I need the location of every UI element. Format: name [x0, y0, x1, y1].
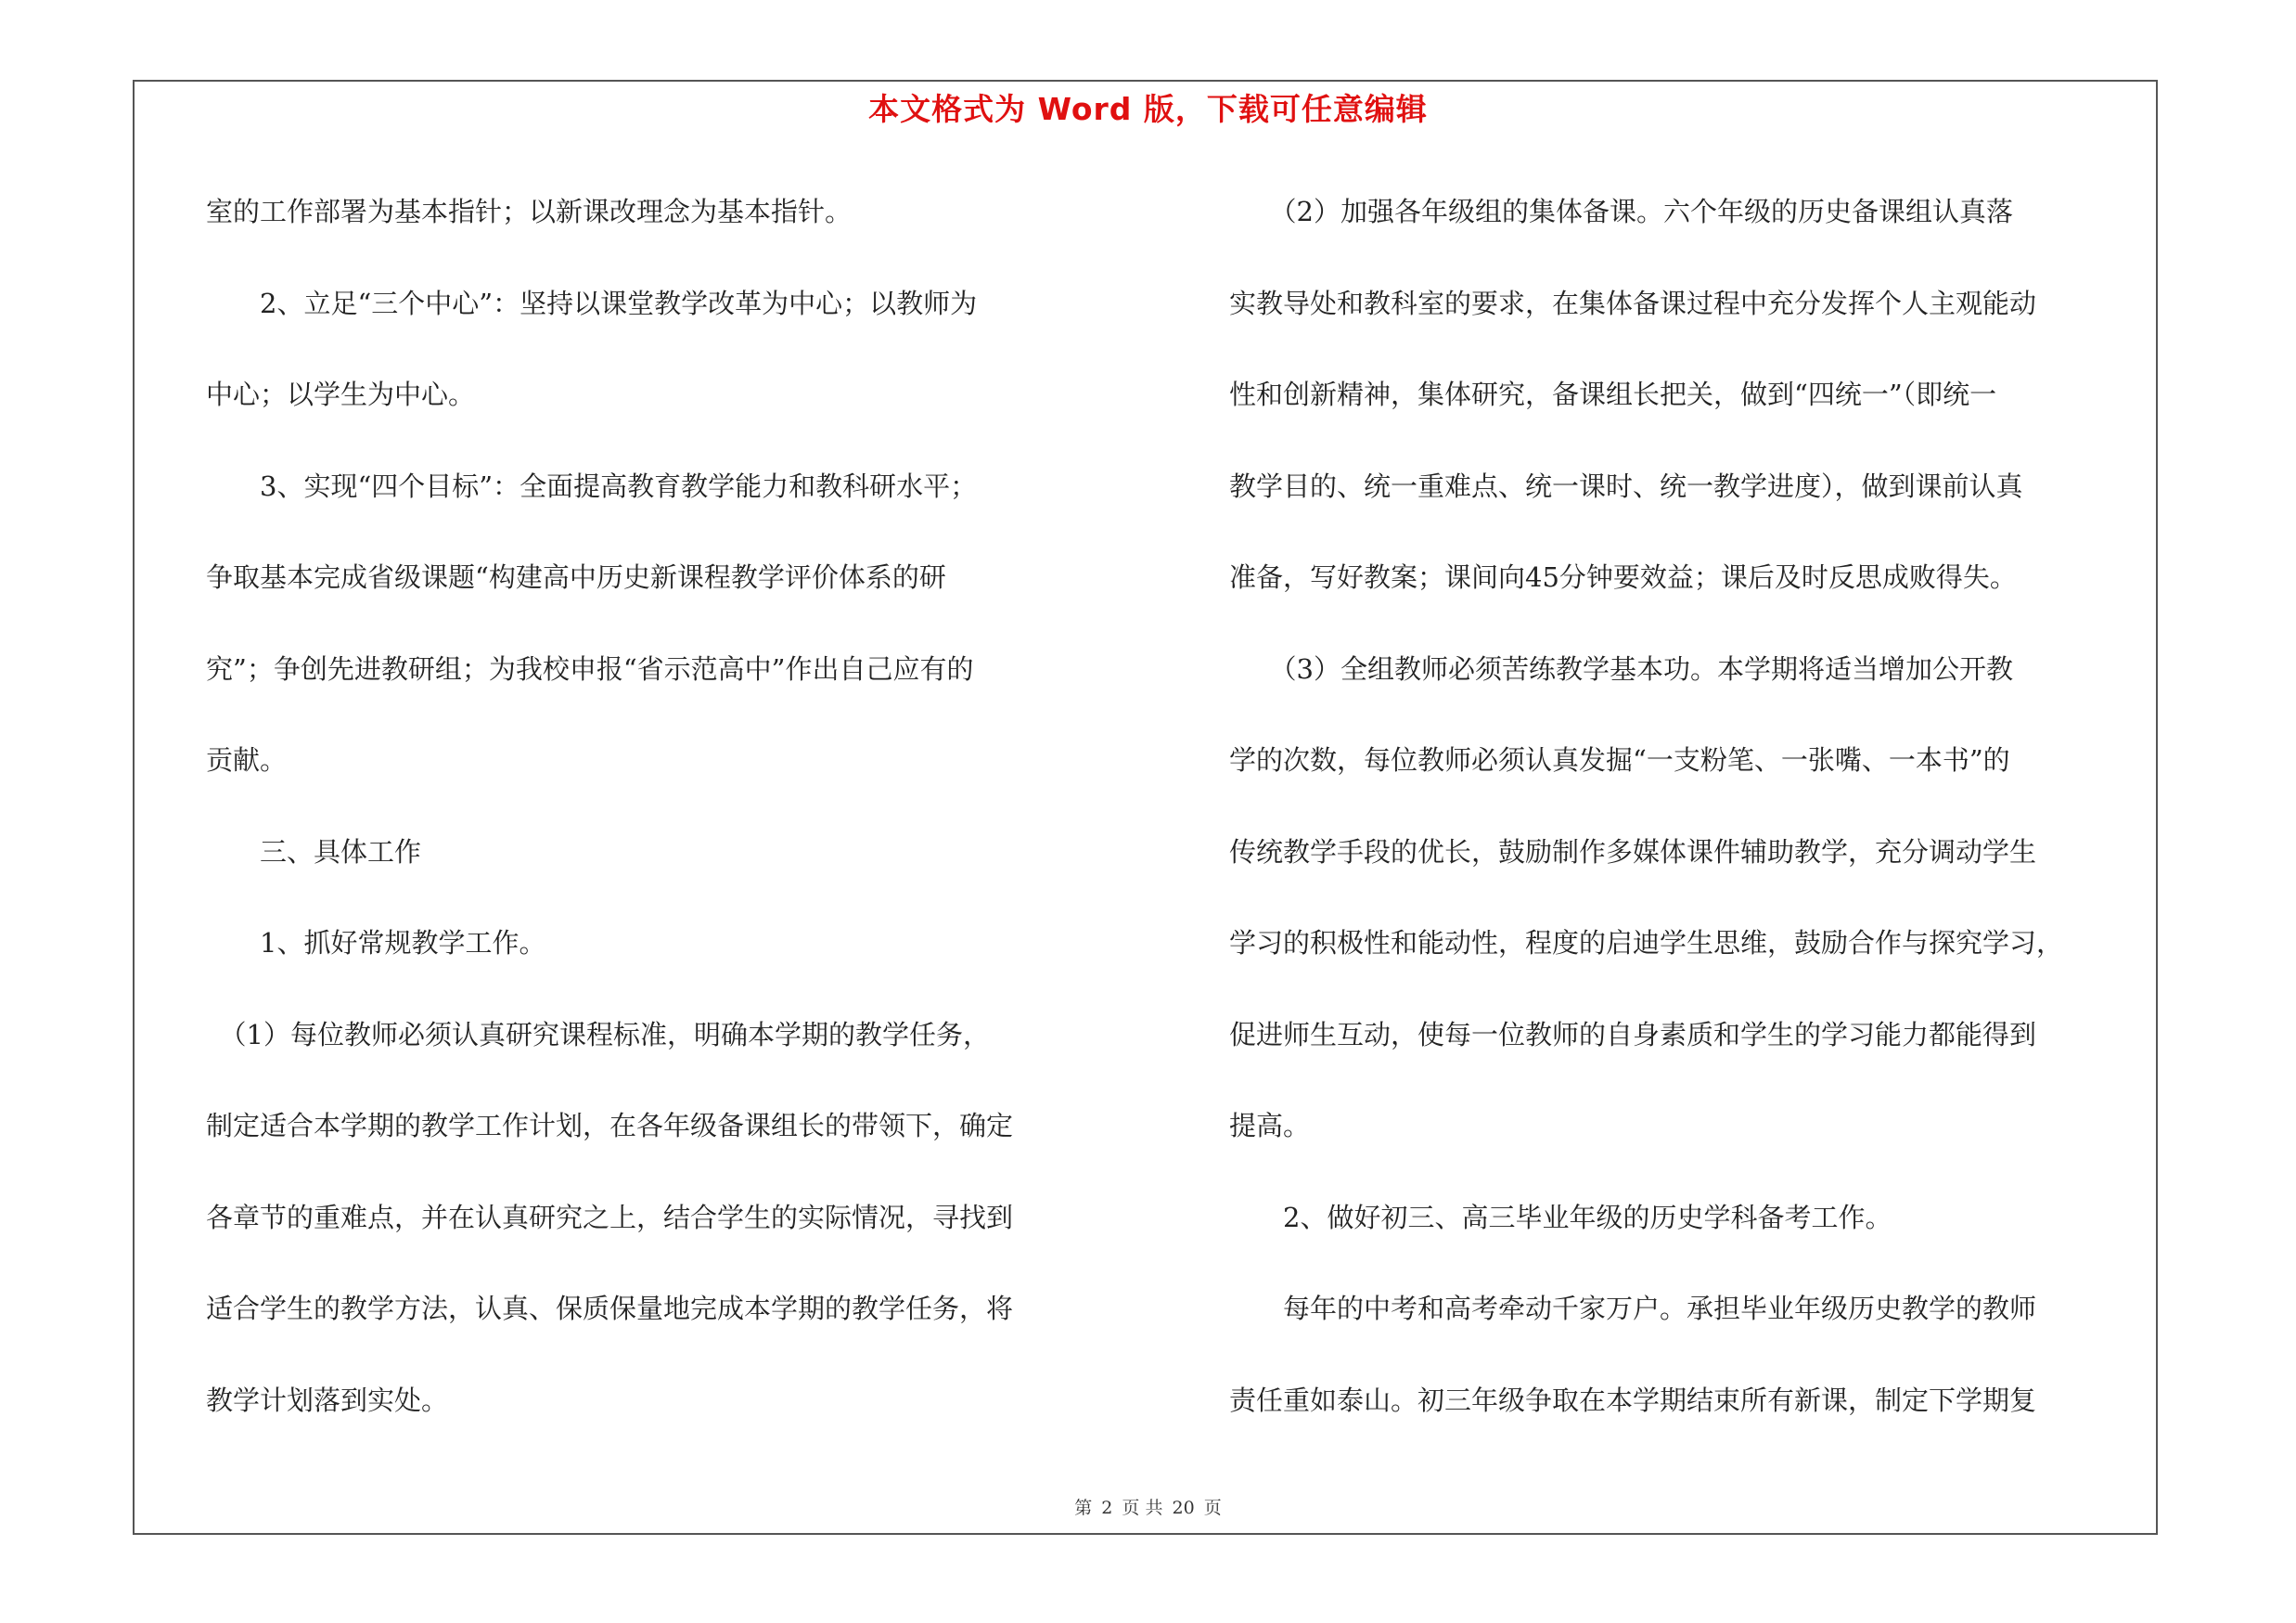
text-line: 争取基本完成省级课题“构建高中历史新课程教学评价体系的研 [206, 561, 946, 593]
total-pages-number: 20 [1172, 1498, 1195, 1518]
text-line: 每年的中考和高考牵动千家万户。承担毕业年级历史教学的教师 [1229, 1293, 2037, 1324]
text-line: 中心；以学生为中心。 [206, 379, 476, 410]
text-line: 适合学生的教学方法，认真、保质保量地完成本学期的教学任务，将 [206, 1293, 1014, 1324]
text-line: （2）加强各年级组的集体备课。六个年级的历史备课组认真落 [1229, 196, 2013, 227]
text-line: 学习的积极性和能动性，程度的启迪学生思维，鼓励合作与探究学习， [1229, 927, 2064, 959]
text-line: 准备，写好教案；课间向45分钟要效益；课后及时反思成败得失。 [1229, 561, 2017, 593]
text-line: （3）全组教师必须苦练教学基本功。本学期将适当增加公开教 [1229, 652, 2013, 685]
section-heading: 三、具体工作 [206, 835, 422, 868]
left-column [206, 184, 1143, 1463]
text-line: 教学目的、统一重难点、统一课时、统一教学进度），做到课前认真 [1229, 470, 2023, 502]
text-line: 提高。 [1229, 1110, 1311, 1141]
footer-suffix: 页 [1203, 1498, 1222, 1518]
text-line: 责任重如泰山。初三年级争取在本学期结束所有新课，制定下学期复 [1229, 1384, 2037, 1416]
text-line: 3、实现“四个目标”：全面提高教育教学能力和教科研水平； [206, 470, 978, 502]
text-line: 制定适合本学期的教学工作计划，在各年级备课组长的带领下，确定 [206, 1110, 1014, 1141]
text-line: 促进师生互动，使每一位教师的自身素质和学生的学习能力都能得到 [1229, 1018, 2037, 1050]
footer-middle: 页 共 [1122, 1498, 1163, 1518]
text-line: 各章节的重难点，并在认真研究之上，结合学生的实际情况，寻找到 [206, 1201, 1014, 1233]
text-line: 教学计划落到实处。 [206, 1384, 449, 1416]
subsection-heading: 2、做好初三、高三毕业年级的历史学科备考工作。 [1229, 1201, 1892, 1233]
format-banner: 本文格式为 Word 版，下载可任意编辑 [868, 91, 1428, 127]
subsection-heading: 1、抓好常规教学工作。 [206, 927, 546, 959]
text-line: 性和创新精神，集体研究，备课组长把关，做到“四统一”（即统一 [1229, 379, 1997, 410]
text-line: （1）每位教师必须认真研究课程标准，明确本学期的教学任务， [206, 1018, 990, 1050]
text-line: 室的工作部署为基本指针；以新课改理念为基本指针。 [206, 196, 853, 227]
text-line: 贡献。 [206, 744, 288, 776]
text-line: 传统教学手段的优长，鼓励制作多媒体课件辅助教学，充分调动学生 [1229, 835, 2037, 868]
text-line: 2、立足“三个中心”：坚持以课堂教学改革为中心；以教师为 [206, 287, 978, 319]
page-footer [0, 1494, 2296, 1519]
text-line: 究”；争创先进教研组；为我校申报“省示范高中”作出自己应有的 [206, 652, 974, 685]
text-line: 实教导处和教科室的要求，在集体备课过程中充分发挥个人主观能动 [1229, 287, 2037, 319]
text-line: 学的次数，每位教师必须认真发掘“一支粉笔、一张嘴、一本书”的 [1229, 744, 2010, 776]
footer-prefix: 第 [1074, 1498, 1093, 1518]
current-page-number: 2 [1101, 1498, 1113, 1518]
right-column [1229, 184, 2157, 1463]
